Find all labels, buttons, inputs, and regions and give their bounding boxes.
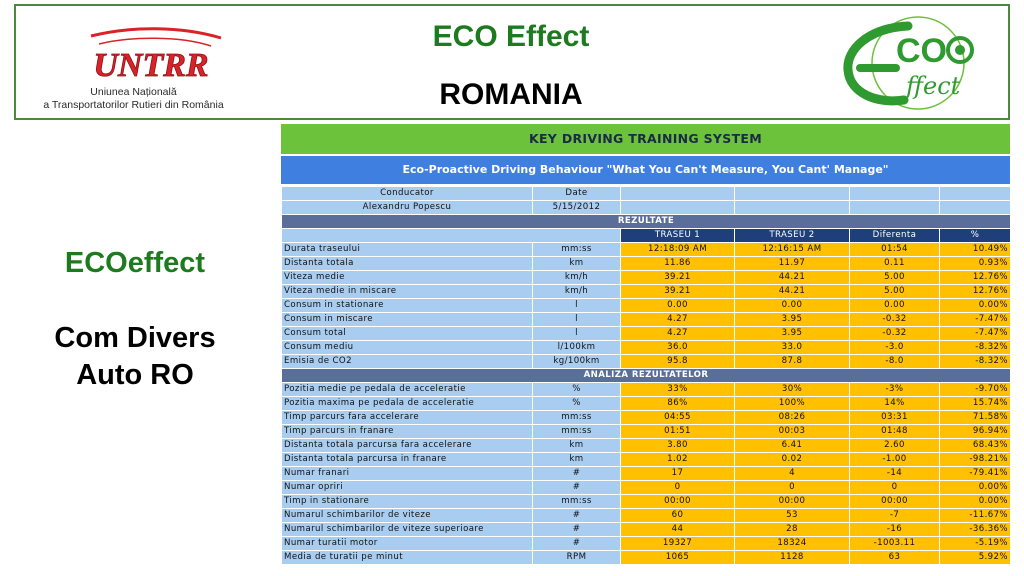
cell-pct: 0.93% <box>940 257 1011 271</box>
cell-unit: # <box>533 481 621 495</box>
table-row <box>282 453 1011 467</box>
cell-diff: -0.32 <box>850 313 940 327</box>
cell-label: Pozitia medie pe pedala de acceleratie <box>282 383 533 397</box>
cell-unit: # <box>533 523 621 537</box>
cell-label: Numar turatii motor <box>282 537 533 551</box>
driving-report <box>281 124 1010 565</box>
cell-pct: 0.00% <box>940 481 1011 495</box>
table-row <box>282 313 1011 327</box>
cell-label: Consum mediu <box>282 341 533 355</box>
cell-pct: -11.67% <box>940 509 1011 523</box>
cell-pct: 12.76% <box>940 285 1011 299</box>
cell-pct: -98.21% <box>940 453 1011 467</box>
cell-t2: 28 <box>735 523 850 537</box>
cell-unit: l <box>533 313 621 327</box>
cell-label: Distanta totala <box>282 257 533 271</box>
report-table <box>281 186 1011 565</box>
cell-unit: kg/100km <box>533 355 621 369</box>
cell-label: Numarul schimbarilor de viteze superioare <box>282 523 533 537</box>
col-header-diferenta: Diferenta <box>850 229 940 243</box>
cell-t1: 3.80 <box>621 439 735 453</box>
cell-unit: l <box>533 299 621 313</box>
cell-t2: 44.21 <box>735 271 850 285</box>
cell-label: Timp parcurs fara accelerare <box>282 411 533 425</box>
table-row <box>282 551 1011 565</box>
date-label: Date <box>533 187 621 201</box>
col-header-percent: % <box>940 229 1011 243</box>
cell-diff: -1.00 <box>850 453 940 467</box>
cell-t1: 1.02 <box>621 453 735 467</box>
svg-text:CO: CO <box>896 32 947 70</box>
cell-label: Distanta totala parcursa in franare <box>282 453 533 467</box>
cell-pct: -8.32% <box>940 355 1011 369</box>
cell-t1: 0 <box>621 481 735 495</box>
report-subtitle-bar: Eco-Proactive Driving Behaviour "What You Can't Measure, You Cant' Manage" <box>281 156 1010 184</box>
table-row <box>282 341 1011 355</box>
results-section-header: REZULTATE <box>282 215 1011 229</box>
table-row <box>282 425 1011 439</box>
cell-label: Consum in miscare <box>282 313 533 327</box>
cell-pct: -7.47% <box>940 313 1011 327</box>
table-row <box>282 537 1011 551</box>
table-row <box>282 243 1011 257</box>
table-row <box>282 299 1011 313</box>
cell-t1: 17 <box>621 467 735 481</box>
cell-unit: km/h <box>533 285 621 299</box>
cell-pct: -5.19% <box>940 537 1011 551</box>
cell-t1: 12:18:09 AM <box>621 243 735 257</box>
cell-diff: -1003.11 <box>850 537 940 551</box>
cell-t2: 3.95 <box>735 327 850 341</box>
cell-unit: km/h <box>533 271 621 285</box>
cell-diff: -16 <box>850 523 940 537</box>
cell-t1: 95.8 <box>621 355 735 369</box>
cell-t2: 44.21 <box>735 285 850 299</box>
cell-label: Timp in stationare <box>282 495 533 509</box>
side-label-company-2: Auto RO <box>76 359 194 391</box>
table-row <box>282 439 1011 453</box>
cell-t2: 87.8 <box>735 355 850 369</box>
analysis-section-header: ANALIZA REZULTATELOR <box>282 369 1011 383</box>
cell-pct: -9.70% <box>940 383 1011 397</box>
cell-diff: 0.00 <box>850 299 940 313</box>
cell-pct: -7.47% <box>940 327 1011 341</box>
svg-text:UNTRR: UNTRR <box>93 47 209 84</box>
driver-name: Alexandru Popescu <box>282 201 533 215</box>
cell-label: Numar opriri <box>282 481 533 495</box>
table-row <box>282 509 1011 523</box>
cell-t1: 11.86 <box>621 257 735 271</box>
cell-t2: 12:16:15 AM <box>735 243 850 257</box>
cell-diff: -3.0 <box>850 341 940 355</box>
cell-pct: 68.43% <box>940 439 1011 453</box>
cell-unit: mm:ss <box>533 243 621 257</box>
cell-t2: 0.00 <box>735 299 850 313</box>
cell-t1: 33% <box>621 383 735 397</box>
side-label-ecoeffect: ECOeffect <box>64 247 206 279</box>
cell-t2: 00:03 <box>735 425 850 439</box>
cell-t1: 1065 <box>621 551 735 565</box>
cell-unit: km <box>533 439 621 453</box>
col-header-traseu2: TRASEU 2 <box>735 229 850 243</box>
cell-t2: 08:26 <box>735 411 850 425</box>
table-row <box>282 327 1011 341</box>
eco-effect-logo <box>838 14 998 112</box>
cell-label: Viteza medie <box>282 271 533 285</box>
cell-pct: 15.74% <box>940 397 1011 411</box>
cell-diff: 01:54 <box>850 243 940 257</box>
cell-unit: mm:ss <box>533 425 621 439</box>
cell-t1: 19327 <box>621 537 735 551</box>
cell-label: Numar franari <box>282 467 533 481</box>
cell-unit: # <box>533 509 621 523</box>
cell-t2: 0.02 <box>735 453 850 467</box>
cell-diff: 5.00 <box>850 271 940 285</box>
cell-pct: 5.92% <box>940 551 1011 565</box>
cell-diff: 00:00 <box>850 495 940 509</box>
untrr-logo <box>26 20 241 112</box>
cell-unit: # <box>533 537 621 551</box>
cell-diff: 5.00 <box>850 285 940 299</box>
cell-diff: -3% <box>850 383 940 397</box>
cell-t2: 0 <box>735 481 850 495</box>
cell-t1: 60 <box>621 509 735 523</box>
table-row <box>282 467 1011 481</box>
page-subtitle: ROMANIA <box>439 78 583 111</box>
cell-t1: 0.00 <box>621 299 735 313</box>
system-title-bar: KEY DRIVING TRAINING SYSTEM <box>281 124 1010 154</box>
cell-unit: RPM <box>533 551 621 565</box>
cell-diff: 63 <box>850 551 940 565</box>
cell-t2: 3.95 <box>735 313 850 327</box>
table-row <box>282 257 1011 271</box>
table-row <box>282 285 1011 299</box>
table-row <box>282 397 1011 411</box>
cell-pct: 0.00% <box>940 495 1011 509</box>
cell-unit: mm:ss <box>533 411 621 425</box>
cell-unit: mm:ss <box>533 495 621 509</box>
table-row <box>282 383 1011 397</box>
cell-label: Media de turatii pe minut <box>282 551 533 565</box>
cell-diff: 0.11 <box>850 257 940 271</box>
cell-label: Numarul schimbarilor de viteze <box>282 509 533 523</box>
table-row <box>282 355 1011 369</box>
cell-label: Distanta totala parcursa fara accelerare <box>282 439 533 453</box>
cell-label: Timp parcurs in franare <box>282 425 533 439</box>
cell-diff: -14 <box>850 467 940 481</box>
cell-t2: 100% <box>735 397 850 411</box>
cell-t2: 00:00 <box>735 495 850 509</box>
date-value: 5/15/2012 <box>533 201 621 215</box>
cell-t1: 39.21 <box>621 285 735 299</box>
cell-t1: 39.21 <box>621 271 735 285</box>
cell-t2: 1128 <box>735 551 850 565</box>
svg-text:ffect: ffect <box>906 72 961 100</box>
cell-t1: 04:55 <box>621 411 735 425</box>
table-row <box>282 411 1011 425</box>
cell-t1: 4.27 <box>621 313 735 327</box>
cell-label: Emisia de CO2 <box>282 355 533 369</box>
slide-header <box>14 4 1010 120</box>
cell-pct: 0.00% <box>940 299 1011 313</box>
cell-diff: 2.60 <box>850 439 940 453</box>
cell-unit: l <box>533 327 621 341</box>
cell-diff: 14% <box>850 397 940 411</box>
cell-pct: 71.58% <box>940 411 1011 425</box>
cell-unit: km <box>533 453 621 467</box>
cell-pct: -8.32% <box>940 341 1011 355</box>
org-name-line2: a Transportatorilor Rutieri din România <box>43 99 224 111</box>
driver-label: Conducator <box>282 187 533 201</box>
cell-t2: 53 <box>735 509 850 523</box>
cell-t2: 33.0 <box>735 341 850 355</box>
cell-pct: -79.41% <box>940 467 1011 481</box>
cell-t1: 86% <box>621 397 735 411</box>
cell-pct: 96.94% <box>940 425 1011 439</box>
cell-t2: 30% <box>735 383 850 397</box>
org-name-line1: Uniunea Națională <box>90 86 177 98</box>
cell-t1: 44 <box>621 523 735 537</box>
cell-unit: # <box>533 467 621 481</box>
cell-t1: 4.27 <box>621 327 735 341</box>
cell-unit: % <box>533 383 621 397</box>
table-row <box>282 523 1011 537</box>
table-row <box>282 271 1011 285</box>
table-row <box>282 481 1011 495</box>
cell-pct: 10.49% <box>940 243 1011 257</box>
col-header-traseu1: TRASEU 1 <box>621 229 735 243</box>
page-title: ECO Effect <box>432 20 590 53</box>
cell-t2: 11.97 <box>735 257 850 271</box>
cell-unit: l/100km <box>533 341 621 355</box>
cell-t2: 18324 <box>735 537 850 551</box>
cell-diff: -0.32 <box>850 327 940 341</box>
cell-diff: -7 <box>850 509 940 523</box>
cell-t1: 00:00 <box>621 495 735 509</box>
untrr-logo-mark <box>71 24 231 84</box>
cell-diff: 01:48 <box>850 425 940 439</box>
cell-pct: 12.76% <box>940 271 1011 285</box>
side-label-company-1: Com Divers <box>54 322 216 354</box>
cell-diff: 0 <box>850 481 940 495</box>
cell-label: Consum total <box>282 327 533 341</box>
cell-label: Viteza medie in miscare <box>282 285 533 299</box>
cell-unit: km <box>533 257 621 271</box>
cell-t2: 4 <box>735 467 850 481</box>
cell-t1: 01:51 <box>621 425 735 439</box>
cell-diff: -8.0 <box>850 355 940 369</box>
cell-label: Consum in stationare <box>282 299 533 313</box>
cell-unit: % <box>533 397 621 411</box>
cell-label: Pozitia maxima pe pedala de acceleratie <box>282 397 533 411</box>
cell-pct: -36.36% <box>940 523 1011 537</box>
cell-diff: 03:31 <box>850 411 940 425</box>
cell-t1: 36.0 <box>621 341 735 355</box>
cell-t2: 6.41 <box>735 439 850 453</box>
table-row <box>282 495 1011 509</box>
cell-label: Durata traseului <box>282 243 533 257</box>
